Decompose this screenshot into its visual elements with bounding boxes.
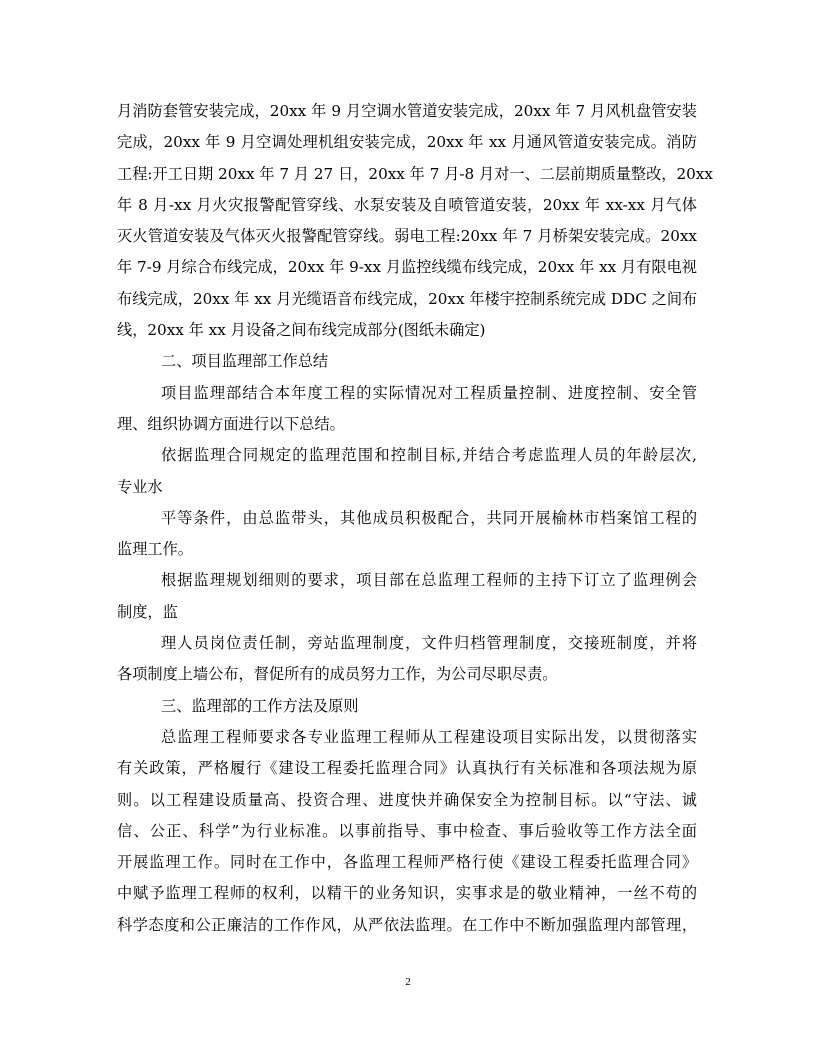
section-heading: 二、项目监理部工作总结 <box>161 352 329 371</box>
text-line: 理、组织协调方面进行以下总结。 <box>117 414 345 433</box>
paragraph-first-line: 依据监理合同规定的监理范围和控制目标,并结合考虑监理人员的年龄层次, <box>161 446 697 465</box>
text-line: 有关政策，严格履行《建设工程委托监理合同》认真执行有关标准和各项法规为原 <box>117 759 697 778</box>
paragraph-first-line: 根据监理规划细则的要求，项目部在总监理工程师的主持下订立了监理例会 <box>161 571 697 590</box>
text-line: 月消防套管安装完成，20xx 年 9 月空调水管道安装完成，20xx 年 7 月风机盘管安装 <box>117 102 697 120</box>
text-line: 完成，20xx 年 9 月空调处理机组安装完成，20xx 年 xx 月通风管道安装完成。消防 <box>117 133 697 152</box>
text-line: 监理工作。 <box>117 540 193 559</box>
text-line: 工程:开工日期 20xx 年 7 月 27 日，20xx 年 7 月-8 月对一、二层前期质量整改，20xx <box>117 164 713 183</box>
paragraph-first-line: 平等条件，由总监带头，其他成员积极配合，共同开展榆林市档案馆工程的 <box>161 508 697 527</box>
text-line: 各项制度上墙公布，督促所有的成员努力工作，为公司尽职尽责。 <box>117 665 558 684</box>
text-line: 信、公正、科学”为行业标准。以事前指导、事中检查、事后验收等工作方法全面 <box>117 821 697 840</box>
text-line: 中赋予监理工程师的权利，以精干的业务知识，实事求是的敬业精神，一丝不苟的 <box>117 884 697 903</box>
page-number: 2 <box>405 976 411 988</box>
text-line: 灭火管道安装及气体灭火报警配管穿线。弱电工程:20xx 年 7 月桥架安装完成。20xx <box>117 227 697 246</box>
section-heading: 三、监理部的工作方法及原则 <box>161 696 359 715</box>
text-line: 线，20xx 年 xx 月设备之间布线完成部分(图纸未确定) <box>117 321 486 340</box>
paragraph-first-line: 项目监理部结合本年度工程的实际情况对工程质量控制、进度控制、安全管 <box>161 383 697 402</box>
text-line: 年 7-9 月综合布线完成，20xx 年 9-xx 月监控线缆布线完成，20xx 年 xx 月有限电视 <box>117 258 697 277</box>
text-line: 年 8 月-xx 月火灾报警配管穿线、水泵安装及自喷管道安装，20xx 年 xx-xx 月气体 <box>117 195 697 214</box>
text-line: 科学态度和公正廉洁的工作作风，从严依法监理。在工作中不断加强监理内部管理， <box>117 915 697 934</box>
text-line: 则。以工程建设质量高、投资合理、进度快并确保安全为控制目标。以“守法、诚 <box>117 790 697 809</box>
text-line: 开展监理工作。同时在工作中，各监理工程师严格行使《建设工程委托监理合同》 <box>117 853 697 872</box>
text-line: 专业水 <box>117 477 163 496</box>
text-line: 布线完成，20xx 年 xx 月光缆语音布线完成，20xx 年楼宇控制系统完成 DDC 之间布 <box>117 289 698 308</box>
paragraph-first-line: 总监理工程师要求各专业监理工程师从工程建设项目实际出发，以贯彻落实 <box>161 727 697 746</box>
paragraph-first-line: 理人员岗位责任制，旁站监理制度，文件归档管理制度，交接班制度，并将 <box>161 634 697 653</box>
text-line: 制度，监 <box>117 602 178 621</box>
body-text <box>117 96 713 941</box>
